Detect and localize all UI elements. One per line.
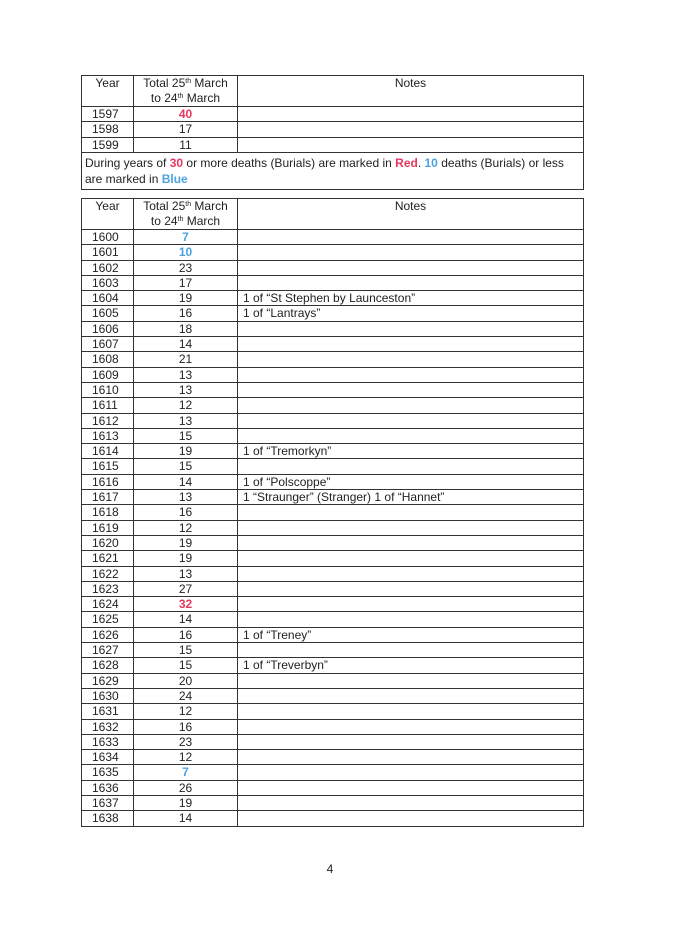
year-cell: 1611 [82,398,134,413]
total-cell: 10 [134,245,238,260]
legend-row [82,152,584,189]
table-row [82,459,584,474]
note-cell [238,107,584,122]
note-cell [238,795,584,810]
table-row [82,750,584,765]
total-cell: 17 [134,275,238,290]
table-row [82,137,584,152]
year-cell: 1609 [82,367,134,382]
note-cell: 1 of “Lantrays” [238,306,584,321]
total-cell: 15 [134,643,238,658]
total-cell: 27 [134,581,238,596]
year-cell: 1605 [82,306,134,321]
note-cell [238,382,584,397]
note-cell [238,673,584,688]
table-row [82,658,584,673]
total-cell: 40 [134,107,238,122]
year-cell: 1610 [82,382,134,397]
note-cell [238,520,584,535]
year-cell: 1615 [82,459,134,474]
table-row [82,520,584,535]
total-cell: 26 [134,780,238,795]
note-cell: 1 of “Treney” [238,627,584,642]
table-row [82,688,584,703]
table-row [82,505,584,520]
year-cell: 1623 [82,581,134,596]
total-cell: 16 [134,627,238,642]
note-cell [238,321,584,336]
note-cell [238,719,584,734]
note-cell [238,566,584,581]
table-row [82,275,584,290]
note-cell [238,505,584,520]
note-cell [238,337,584,352]
table-row [82,321,584,336]
note-cell [238,811,584,826]
table-row [82,122,584,137]
note-cell [238,428,584,443]
table-row [82,107,584,122]
table-row [82,765,584,780]
total-cell: 16 [134,719,238,734]
year-cell: 1619 [82,520,134,535]
year-cell: 1600 [82,230,134,245]
total-cell: 21 [134,352,238,367]
table-header-row [82,76,584,107]
total-cell: 15 [134,428,238,443]
total-cell: 14 [134,612,238,627]
total-cell: 18 [134,321,238,336]
total-cell: 13 [134,566,238,581]
table-row [82,291,584,306]
table-row [82,551,584,566]
note-cell [238,765,584,780]
note-cell [238,734,584,749]
note-cell [238,535,584,550]
table-row [82,704,584,719]
table-row [82,260,584,275]
note-cell [238,122,584,137]
note-cell [238,688,584,703]
year-cell: 1599 [82,137,134,152]
total-cell: 14 [134,337,238,352]
notes-header: Notes [238,199,584,230]
year-cell: 1634 [82,750,134,765]
total-cell: 24 [134,688,238,703]
burials-table-1600s [81,198,584,827]
table-row [82,535,584,550]
year-cell: 1607 [82,337,134,352]
year-cell: 1602 [82,260,134,275]
table-row [82,795,584,810]
note-cell [238,780,584,795]
table-row [82,398,584,413]
total-cell: 12 [134,750,238,765]
total-cell: 19 [134,795,238,810]
table-row [82,306,584,321]
total-cell: 15 [134,459,238,474]
total-cell: 15 [134,658,238,673]
total-cell: 19 [134,535,238,550]
note-cell [238,245,584,260]
legend-text: During years of 30 or more deaths (Burials) are marked in Red. 10 deaths (Burials) or less are marked in Blue [82,152,584,189]
total-cell: 19 [134,444,238,459]
year-cell: 1630 [82,688,134,703]
year-cell: 1613 [82,428,134,443]
page-number: 4 [326,862,334,876]
table-row [82,428,584,443]
table-row [82,673,584,688]
note-cell [238,704,584,719]
note-cell: 1 “Straunger” (Stranger) 1 of “Hannet” [238,490,584,505]
year-cell: 1624 [82,597,134,612]
total-cell: 20 [134,673,238,688]
table-row [82,566,584,581]
note-cell [238,597,584,612]
year-cell: 1612 [82,413,134,428]
total-cell: 11 [134,137,238,152]
table-row [82,597,584,612]
note-cell [238,275,584,290]
table-row [82,627,584,642]
year-cell: 1633 [82,734,134,749]
note-cell [238,643,584,658]
table-row [82,734,584,749]
note-cell [238,137,584,152]
year-cell: 1616 [82,474,134,489]
year-cell: 1628 [82,658,134,673]
total-cell: 13 [134,490,238,505]
total-cell: 16 [134,306,238,321]
table-row [82,444,584,459]
year-cell: 1638 [82,811,134,826]
year-cell: 1617 [82,490,134,505]
year-cell: 1627 [82,643,134,658]
note-cell [238,612,584,627]
table-row [82,352,584,367]
table-row [82,612,584,627]
table-header-row [82,199,584,230]
note-cell [238,260,584,275]
total-cell: 12 [134,398,238,413]
note-cell: 1 of “Treverbyn” [238,658,584,673]
year-cell: 1629 [82,673,134,688]
year-header: Year [82,76,134,107]
note-cell [238,459,584,474]
total-cell: 13 [134,382,238,397]
year-cell: 1636 [82,780,134,795]
year-cell: 1632 [82,719,134,734]
year-cell: 1606 [82,321,134,336]
total-cell: 7 [134,765,238,780]
note-cell [238,230,584,245]
year-cell: 1631 [82,704,134,719]
table-row [82,490,584,505]
year-cell: 1597 [82,107,134,122]
year-header: Year [82,199,134,230]
note-cell [238,750,584,765]
year-cell: 1621 [82,551,134,566]
note-cell [238,398,584,413]
year-cell: 1604 [82,291,134,306]
notes-header: Notes [238,76,584,107]
total-cell: 32 [134,597,238,612]
note-cell [238,581,584,596]
table-row [82,367,584,382]
table-row [82,643,584,658]
total-cell: 23 [134,260,238,275]
year-cell: 1614 [82,444,134,459]
total-cell: 17 [134,122,238,137]
total-cell: 12 [134,704,238,719]
total-cell: 23 [134,734,238,749]
table-row [82,245,584,260]
year-cell: 1625 [82,612,134,627]
table-row [82,474,584,489]
total-cell: 13 [134,367,238,382]
table-row [82,719,584,734]
total-cell: 13 [134,413,238,428]
total-cell: 19 [134,291,238,306]
burials-table-1599 [81,75,584,190]
year-cell: 1620 [82,535,134,550]
year-cell: 1603 [82,275,134,290]
year-cell: 1622 [82,566,134,581]
table-row [82,780,584,795]
total-cell: 19 [134,551,238,566]
year-cell: 1601 [82,245,134,260]
year-cell: 1618 [82,505,134,520]
table-row [82,811,584,826]
total-header: Total 25th March to 24th March [134,199,238,230]
year-cell: 1598 [82,122,134,137]
table-row [82,230,584,245]
note-cell [238,352,584,367]
note-cell [238,367,584,382]
note-cell [238,413,584,428]
total-cell: 14 [134,811,238,826]
table-row [82,581,584,596]
year-cell: 1626 [82,627,134,642]
total-cell: 14 [134,474,238,489]
year-cell: 1608 [82,352,134,367]
note-cell: 1 of “St Stephen by Launceston” [238,291,584,306]
total-header: Total 25th March to 24th March [134,76,238,107]
total-cell: 7 [134,230,238,245]
table-row [82,413,584,428]
table-row [82,382,584,397]
note-cell [238,551,584,566]
note-cell: 1 of “Polscoppe” [238,474,584,489]
note-cell: 1 of “Tremorkyn” [238,444,584,459]
year-cell: 1637 [82,795,134,810]
total-cell: 12 [134,520,238,535]
year-cell: 1635 [82,765,134,780]
total-cell: 16 [134,505,238,520]
table-row [82,337,584,352]
